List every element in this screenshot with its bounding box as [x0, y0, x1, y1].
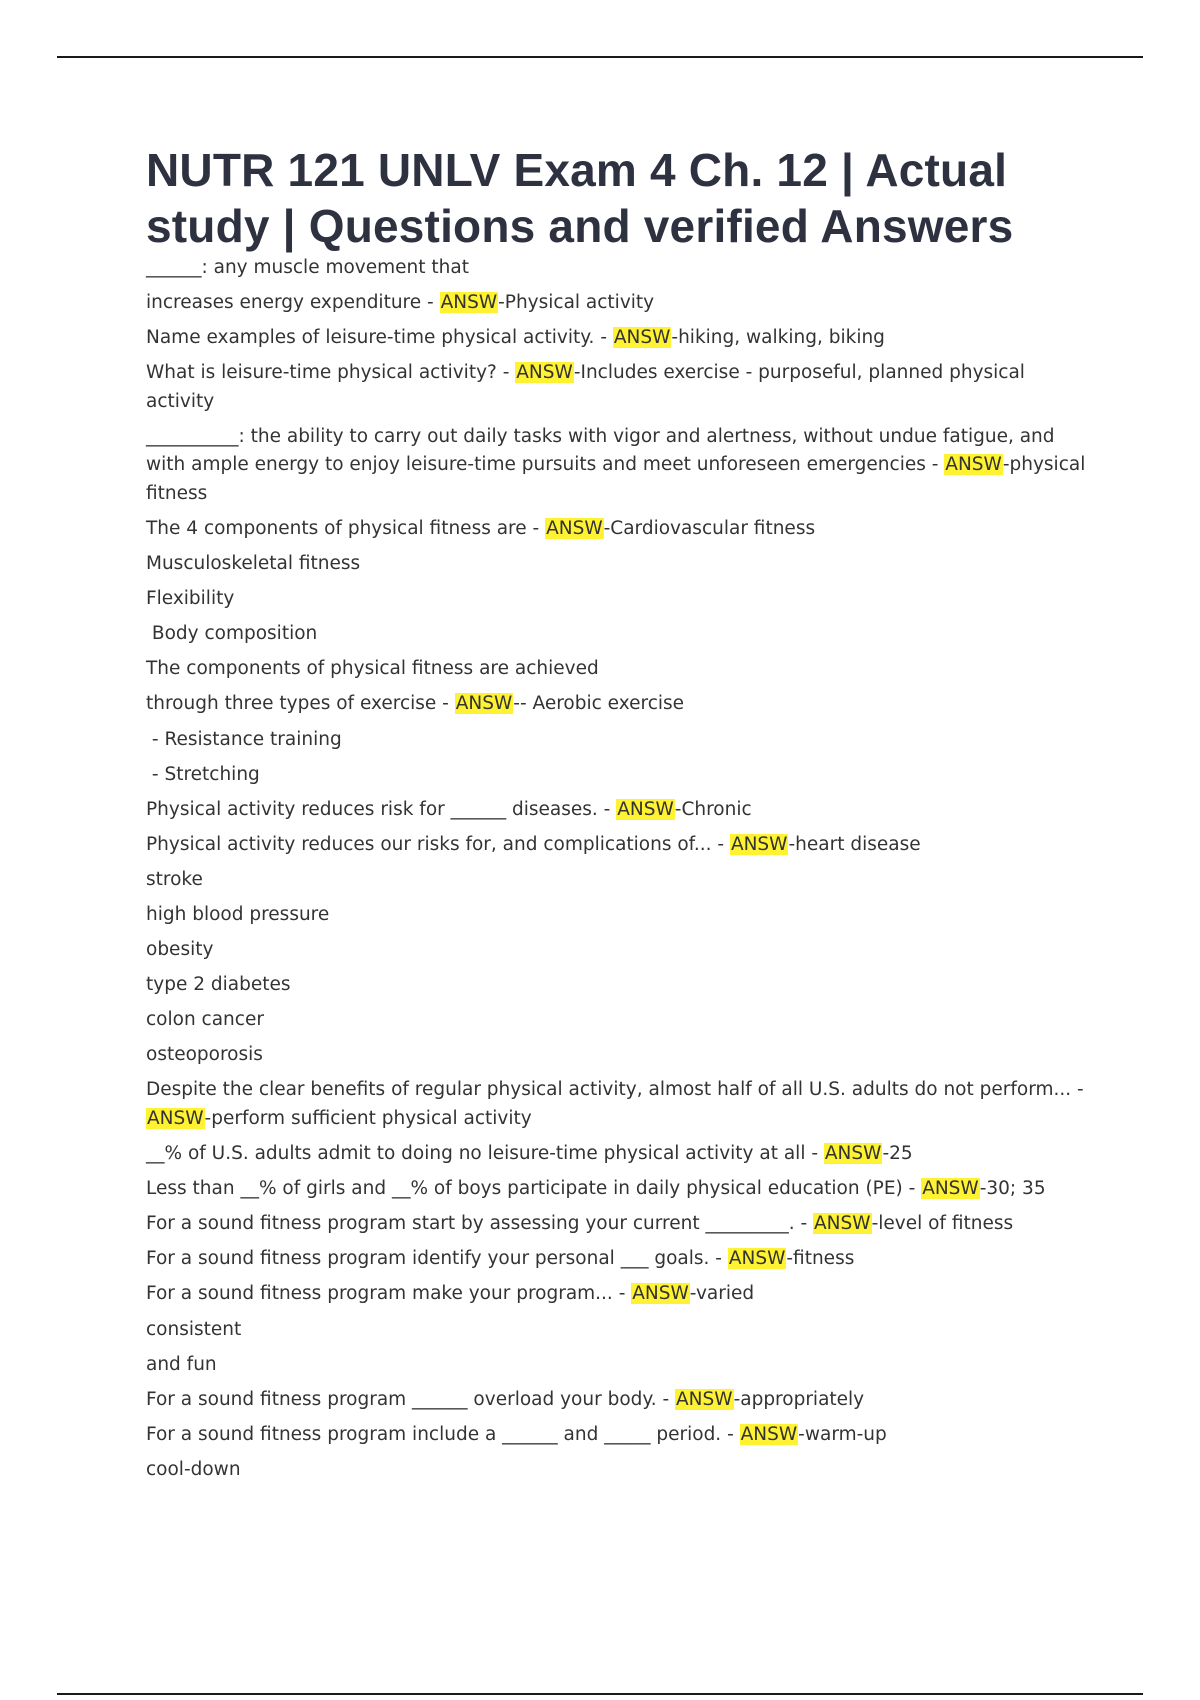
line-text: increases energy expenditure - — [146, 292, 440, 314]
qa-line — [146, 796, 1086, 825]
line-text: What is leisure-time physical activity? - — [146, 362, 516, 384]
qa-line — [146, 1041, 1086, 1070]
qa-line — [146, 515, 1086, 544]
answer-marker: ANSW — [730, 833, 788, 855]
line-text: Physical activity reduces risk for ______ diseases. - — [146, 798, 617, 820]
line-text: colon cancer — [146, 1009, 264, 1031]
qa-line — [146, 936, 1086, 965]
answer-text: -perform sufficient physical activity — [204, 1107, 532, 1129]
qa-line — [146, 901, 1086, 930]
qa-line — [146, 1245, 1086, 1274]
qa-line — [146, 324, 1086, 353]
line-text: Physical activity reduces our risks for, and complications of... - — [146, 833, 730, 855]
answer-marker: ANSW — [922, 1178, 979, 1200]
answer-marker: ANSW — [455, 693, 513, 715]
line-text: consistent — [146, 1318, 242, 1340]
line-text: Despite the clear benefits of regular physical activity, almost half of all U.S. adults do not perform... - — [146, 1079, 1090, 1101]
line-text: Flexibility — [146, 588, 235, 610]
bottom-rule — [57, 1693, 1143, 1695]
line-text: The 4 components of physical fitness are - — [146, 517, 546, 539]
line-text: - Resistance training — [146, 728, 342, 750]
qa-lines — [146, 254, 1092, 1484]
line-text: Less than __% of girls and __% of boys participate in daily physical education (PE) - — [146, 1178, 922, 1200]
answer-marker: ANSW — [546, 517, 603, 539]
qa-line — [146, 585, 1086, 614]
answer-text: -varied — [689, 1283, 755, 1305]
qa-line — [146, 1456, 1086, 1485]
line-text: For a sound fitness program make your program... - — [146, 1283, 632, 1305]
line-text: For a sound fitness program include a ______ and _____ period. - — [146, 1423, 740, 1445]
qa-line — [146, 1076, 1090, 1133]
qa-line — [146, 761, 1086, 790]
line-text: osteoporosis — [146, 1044, 263, 1066]
qa-line — [146, 1210, 1086, 1239]
qa-line — [146, 289, 1086, 318]
answer-text: -physical fitness — [146, 454, 1092, 504]
line-text: Name examples of leisure-time physical activity. - — [146, 327, 613, 349]
answer-text: -warm-up — [798, 1423, 887, 1445]
line-text: For a sound fitness program ______ overload your body. - — [146, 1388, 676, 1410]
answer-text: -- Aerobic exercise — [513, 693, 685, 715]
answer-text: -Physical activity — [498, 292, 655, 314]
qa-line — [146, 1280, 1086, 1309]
answer-marker: ANSW — [617, 798, 674, 820]
answer-text: -Chronic — [674, 798, 752, 820]
answer-text: -25 — [882, 1143, 913, 1165]
line-text: For a sound fitness program start by assessing your current _________. - — [146, 1213, 814, 1235]
qa-line — [146, 1421, 1086, 1450]
document-body — [146, 142, 1092, 1491]
answer-text: -30; 35 — [979, 1178, 1046, 1200]
line-text: For a sound fitness program identify your personal ___ goals. - — [146, 1248, 728, 1270]
top-rule — [57, 56, 1143, 58]
line-text: Body composition — [146, 623, 318, 645]
line-text: - Stretching — [146, 763, 260, 785]
qa-line — [146, 831, 1086, 860]
answer-marker: ANSW — [147, 1107, 204, 1129]
line-text: and fun — [146, 1353, 217, 1375]
line-text: type 2 diabetes — [146, 974, 291, 996]
answer-marker: ANSW — [740, 1423, 798, 1445]
qa-line — [146, 1351, 1086, 1380]
line-text: high blood pressure — [146, 904, 330, 925]
qa-line — [146, 550, 1086, 579]
answer-marker: ANSW — [728, 1248, 786, 1270]
document-title: NUTR 121 UNLV Exam 4 Ch. 12 | Actual study | Questions and verified Answers — [146, 144, 1014, 252]
qa-line — [146, 1006, 1086, 1035]
qa-line — [146, 726, 1086, 755]
answer-text: -level of fitness — [871, 1213, 1014, 1235]
answer-text: -hiking, walking, biking — [671, 327, 885, 349]
qa-line — [146, 1140, 1086, 1169]
answer-marker: ANSW — [613, 327, 671, 349]
answer-text: -Includes exercise - purposeful, planned physical activity — [146, 362, 1031, 412]
qa-line — [146, 866, 1086, 895]
qa-line — [146, 971, 1086, 1000]
qa-line — [146, 620, 1086, 649]
qa-line — [146, 1316, 1086, 1345]
answer-text: -Cardiovascular fitness — [603, 517, 816, 539]
answer-marker: ANSW — [676, 1388, 733, 1410]
answer-marker: ANSW — [516, 362, 573, 384]
line-text: stroke — [146, 868, 203, 890]
answer-marker: ANSW — [632, 1283, 689, 1305]
line-text: __________: the ability to carry out daily tasks with vigor and alertness, without undue fatigue, and with ample energy to enjoy leisure-time pursuits and meet unforeseen emergencies - — [146, 425, 1061, 476]
line-text: cool-down — [146, 1458, 241, 1480]
qa-line — [146, 359, 1086, 416]
answer-text: -fitness — [786, 1248, 855, 1270]
qa-line — [146, 423, 1092, 509]
answer-marker: ANSW — [440, 292, 498, 314]
answer-text: -heart disease — [788, 833, 921, 855]
line-text: ______: any muscle movement that — [146, 257, 469, 278]
answer-marker: ANSW — [945, 454, 1002, 476]
qa-line — [146, 254, 1086, 283]
answer-text: -appropriately — [733, 1388, 865, 1410]
line-text: The components of physical fitness are achieved — [146, 658, 599, 680]
answer-marker: ANSW — [814, 1213, 871, 1235]
line-text: Musculoskeletal fitness — [146, 553, 361, 575]
line-text: __% of U.S. adults admit to doing no leisure-time physical activity at all - — [146, 1143, 824, 1165]
qa-line — [146, 1175, 1086, 1204]
answer-marker: ANSW — [824, 1143, 882, 1165]
qa-line — [146, 1386, 1086, 1415]
qa-line — [146, 690, 1086, 719]
line-text: through three types of exercise - — [146, 693, 455, 715]
line-text: obesity — [146, 939, 214, 961]
qa-line — [146, 655, 1086, 684]
